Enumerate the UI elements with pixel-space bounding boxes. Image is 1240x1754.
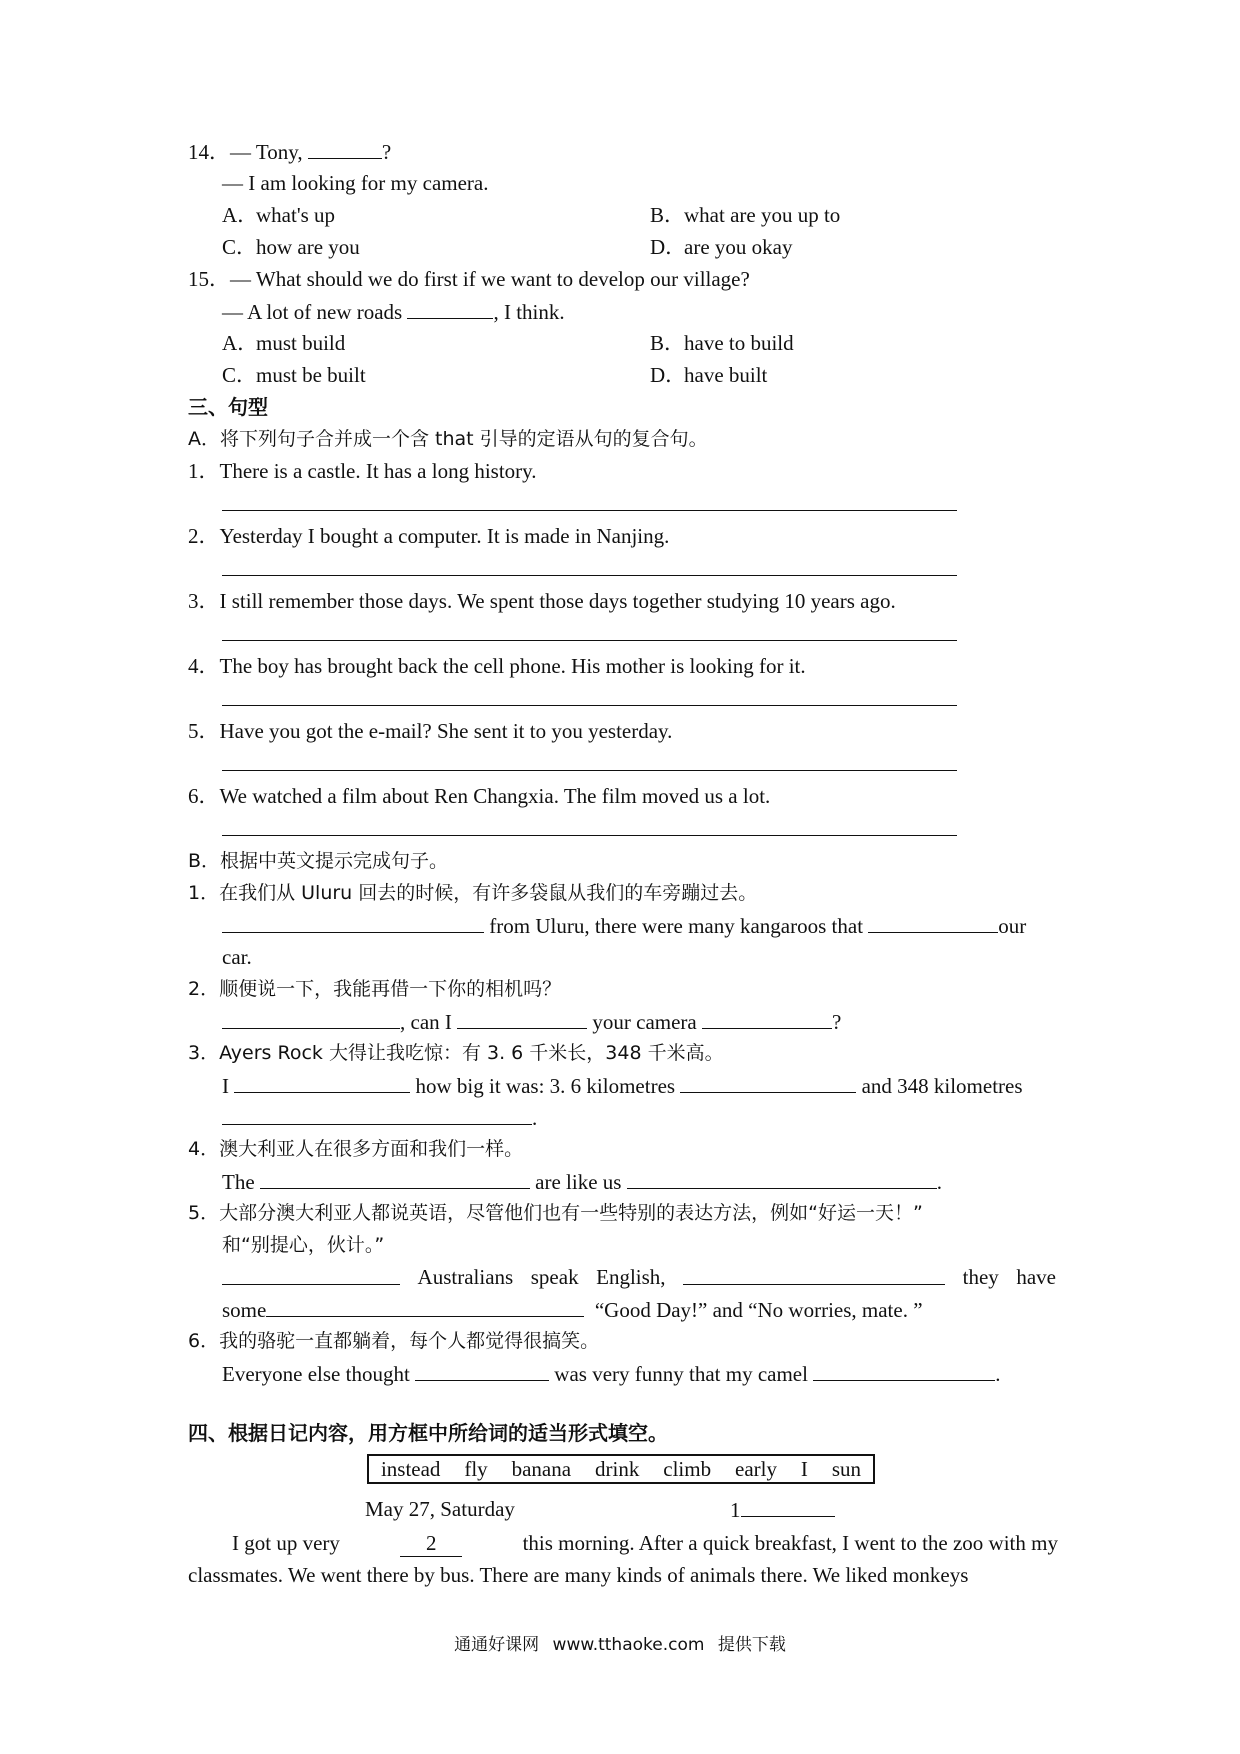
partB-q5-en-cont: some “Good Day!” and “No worries, mate. ” bbox=[222, 1298, 923, 1322]
word-bank-word: early bbox=[735, 1456, 777, 1481]
partA-answer-line-3 bbox=[222, 640, 957, 641]
partB-q2-cn: 2．顺便说一下，我能再借一下你的相机吗？ bbox=[188, 978, 562, 1000]
partA-answer-line-4 bbox=[222, 705, 957, 706]
word-bank-word: fly bbox=[464, 1456, 488, 1481]
diary-paragraph-line-1: I got up very 2 this morning. After a quick breakfast, I went to the zoo with my bbox=[232, 1531, 1058, 1555]
partA-answer-line-5 bbox=[222, 770, 957, 771]
q15-option-d: D．have built bbox=[650, 363, 768, 387]
partB-q1-en: from Uluru, there were many kangaroos that our bbox=[222, 912, 1026, 939]
footer-site-name: 通通好课网 bbox=[454, 1635, 540, 1655]
q15-option-c: C．must be built bbox=[222, 363, 366, 387]
partA-answer-line-2 bbox=[222, 575, 957, 576]
diary-paragraph-line-2: classmates. We went there by bus. There are many kinds of animals there. We liked monkeys bbox=[188, 1563, 969, 1587]
q15-blank bbox=[407, 298, 493, 319]
partA-item-2: 2．Yesterday I bought a computer. It is made in Nanjing. bbox=[188, 524, 670, 548]
q15-reply: — A lot of new roads , I think. bbox=[222, 300, 565, 324]
partB-q5-en: Australians speak English, they have bbox=[222, 1264, 1056, 1290]
partB-q6-en: Everyone else thought was very funny that my camel . bbox=[222, 1362, 1001, 1386]
word-bank-word: climb bbox=[663, 1456, 712, 1481]
partA-item-6: 6．We watched a film about Ren Changxia. The film moved us a lot. bbox=[188, 784, 771, 808]
partA-answer-line-6 bbox=[222, 835, 957, 836]
q15-option-a: A．must build bbox=[222, 331, 346, 355]
diary-date: May 27, Saturday bbox=[365, 1497, 515, 1521]
q15-option-b: B．have to build bbox=[650, 331, 794, 355]
partB-q2-en: , can I your camera ? bbox=[222, 1008, 841, 1035]
partB-q1-en-cont: car. bbox=[222, 945, 252, 969]
word-bank-word: instead bbox=[380, 1456, 441, 1481]
partB-q5-cn: 5．大部分澳大利亚人都说英语，尽管他们也有一些特别的表达方法，例如“好运一天！” bbox=[188, 1202, 923, 1224]
partA-answer-line-1 bbox=[222, 510, 957, 511]
q14-blank bbox=[308, 138, 382, 159]
q14-option-a: A．what's up bbox=[222, 203, 336, 227]
partB-q4-en: The are like us . bbox=[222, 1170, 942, 1194]
partB-q5-cn-cont: 和“别提心，伙计。” bbox=[222, 1234, 385, 1256]
partA-item-3: 3．I still remember those days. We spent those days together studying 10 years ago. bbox=[188, 589, 896, 613]
footer-url[interactable]: www.tthaoke.com bbox=[552, 1635, 705, 1655]
q14-option-b: B．what are you up to bbox=[650, 203, 841, 227]
partB-q4-cn: 4．澳大利亚人在很多方面和我们一样。 bbox=[188, 1138, 524, 1160]
diary-blank-1: 1 bbox=[730, 1496, 835, 1523]
section3-heading: 三、句型 bbox=[188, 395, 268, 419]
word-bank-word: sun bbox=[831, 1456, 862, 1481]
word-bank-word: drink bbox=[595, 1456, 640, 1481]
partA-item-5: 5．Have you got the e-mail? She sent it to you yesterday. bbox=[188, 719, 673, 743]
partB-instruction: B．根据中英文提示完成句子。 bbox=[188, 850, 449, 872]
q14-reply: — I am looking for my camera. bbox=[222, 171, 489, 195]
partB-q3-en: I how big it was: 3. 6 kilometres and 348 kilometres bbox=[222, 1074, 1023, 1098]
word-bank-word: banana bbox=[511, 1456, 572, 1481]
partA-instruction: A．将下列句子合并成一个含 that 引导的定语从句的复合句。 bbox=[188, 428, 708, 450]
partA-item-4: 4．The boy has brought back the cell phone. His mother is looking for it. bbox=[188, 654, 806, 678]
page-footer bbox=[0, 1630, 1240, 1655]
q14-option-c: C．how are you bbox=[222, 235, 360, 259]
footer-suffix: 提供下载 bbox=[717, 1635, 786, 1655]
q15-prompt: 15．— What should we do first if we want to develop our village? bbox=[188, 267, 750, 291]
word-bank-box bbox=[367, 1454, 875, 1484]
q15-number: 15． bbox=[188, 267, 230, 291]
partB-q3-en-cont: . bbox=[222, 1104, 537, 1131]
partB-q1-cn: 1．在我们从 Uluru 回去的时候，有许多袋鼠从我们的车旁蹦过去。 bbox=[188, 882, 758, 904]
word-bank-word: I bbox=[800, 1456, 808, 1481]
section4-heading: 四、根据日记内容，用方框中所给词的适当形式填空。 bbox=[188, 1421, 668, 1445]
q14-option-d: D．are you okay bbox=[650, 235, 793, 259]
partB-q6-cn: 6．我的骆驼一直都躺着，每个人都觉得很搞笑。 bbox=[188, 1330, 600, 1352]
partA-item-1: 1．There is a castle. It has a long history. bbox=[188, 459, 537, 483]
q14-prompt: 14．— Tony, ? bbox=[188, 140, 392, 164]
diary-blank-2: 2 bbox=[400, 1530, 462, 1557]
partB-q3-cn: 3．Ayers Rock 大得让我吃惊：有 3. 6 千米长，348 千米高。 bbox=[188, 1042, 724, 1064]
q14-number: 14． bbox=[188, 140, 230, 164]
